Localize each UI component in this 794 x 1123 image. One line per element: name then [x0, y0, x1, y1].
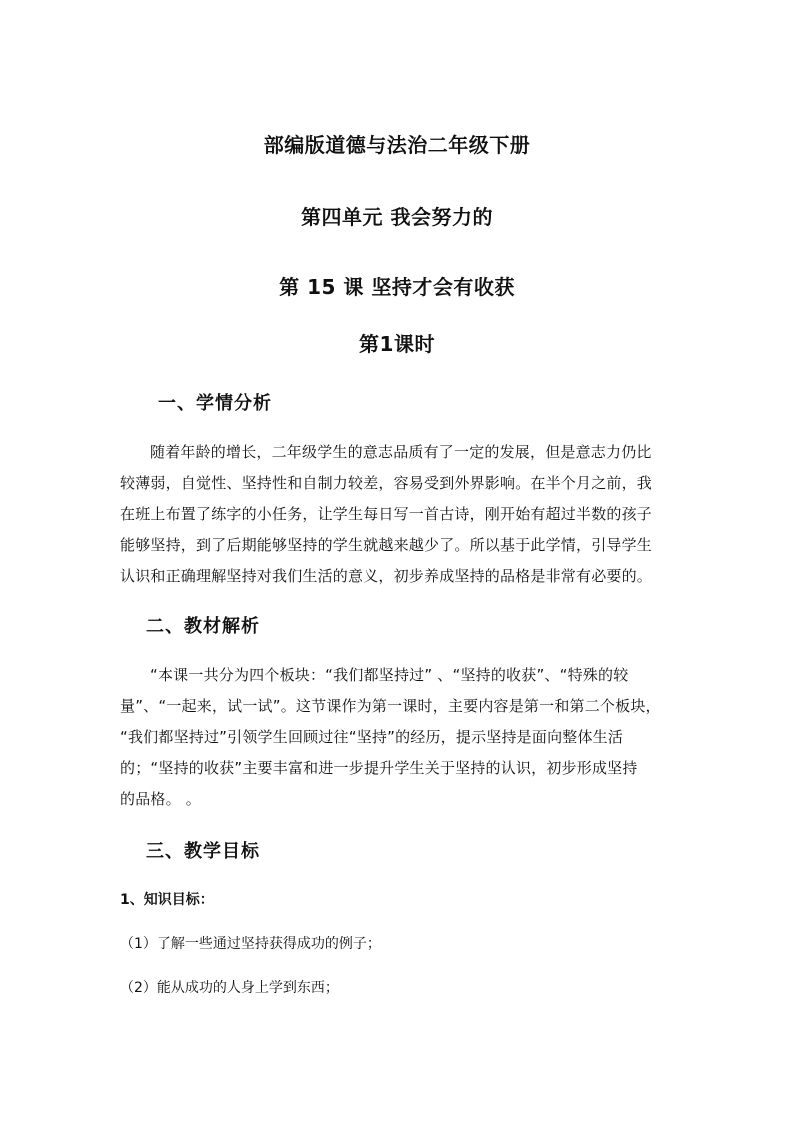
period-title: 第1课时 [359, 332, 435, 356]
objective-item: （1）了解一些通过坚持获得成功的例子； [120, 936, 381, 952]
paragraph-line: 的品格。 。 [120, 790, 201, 808]
paragraph-line: 认识和正确理解坚持对我们生活的意义，初步养成坚持的品格是非常有必要的。 [120, 567, 653, 585]
document-title: 部编版道德与法治二年级下册 [263, 133, 531, 157]
paragraph-line: “本课一共分为四个板块：“我们都坚持过” 、“坚持的收获”、“特殊的较 [150, 666, 629, 684]
paragraph-line: 能够坚持，到了后期能够坚持的学生就越来越少了。所以基于此学情，引导学生 [120, 536, 653, 554]
section-heading-learning-analysis: 一、学情分析 [158, 393, 272, 414]
paragraph-line: 在班上布置了练字的小任务，让学生每日写一首古诗，刚开始有超过半数的孩子 [120, 505, 653, 523]
paragraph-line: 随着年龄的增长，二年级学生的意志品质有了一定的发展，但是意志力仍比 [150, 443, 652, 461]
paragraph-line: “我们都坚持过”引领学生回顾过往“坚持”的经历，提示坚持是面向整体生活 [120, 728, 624, 746]
paragraph-line: 的；“坚持的收获”主要丰富和进一步提升学生关于坚持的认识，初步形成坚持 [120, 759, 638, 777]
paragraph-line: 较薄弱，自觉性、坚持性和自制力较差，容易受到外界影响。在半个月之前，我 [120, 474, 653, 492]
section-heading-teaching-objectives: 三、教学目标 [146, 841, 260, 862]
unit-title: 第四单元 我会努力的 [301, 205, 493, 229]
objective-item: （2）能从成功的人身上学到东西； [120, 980, 339, 996]
learning-analysis-paragraph [120, 437, 680, 592]
section-heading-textbook-analysis: 二、教材解析 [146, 616, 260, 637]
lesson-title: 第 15 课 坚持才会有收获 [279, 275, 515, 299]
knowledge-objectives-heading: 1、知识目标： [120, 892, 214, 908]
paragraph-line: 量”、“一起来，试一试”。这节课作为第一课时，主要内容是第一和第二个板块， [120, 697, 661, 715]
textbook-analysis-paragraph [120, 660, 680, 815]
